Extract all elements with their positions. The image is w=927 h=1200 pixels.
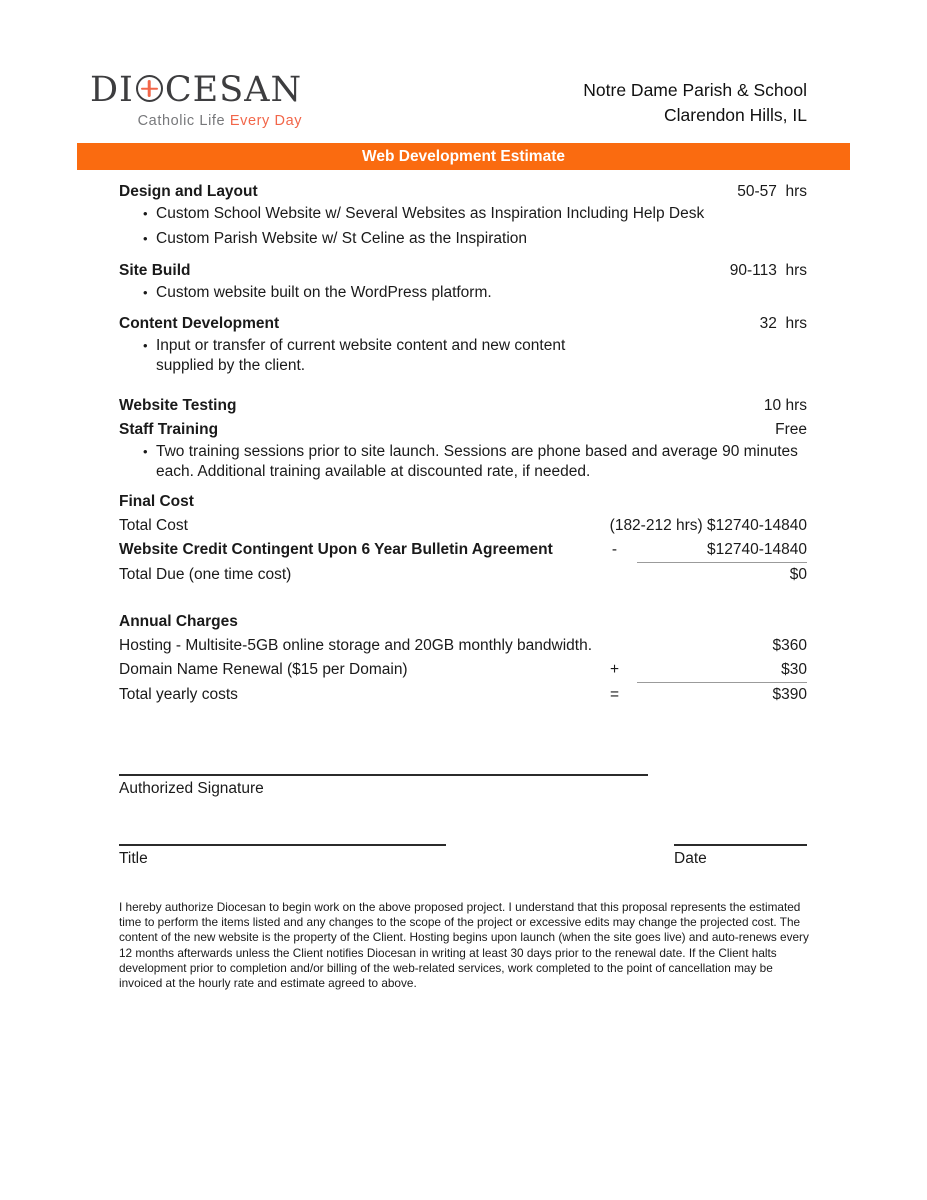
section-hours: 32 hrs xyxy=(759,315,807,332)
cost-operator: + xyxy=(609,661,620,678)
date-label: Date xyxy=(674,850,707,867)
domain-renewal-row xyxy=(119,658,807,683)
cost-label: Domain Name Renewal ($15 per Domain) xyxy=(119,661,408,678)
annual-charges-heading: Annual Charges xyxy=(119,613,238,630)
signature-section xyxy=(119,774,807,869)
list-item xyxy=(143,336,807,376)
client-location: Clarendon Hills, IL xyxy=(664,105,807,125)
cost-operator: = xyxy=(609,686,620,703)
client-info xyxy=(583,78,807,128)
total-due-row xyxy=(119,563,807,587)
client-name: Notre Dame Parish & School xyxy=(583,80,807,100)
section-title: Design and Layout xyxy=(119,183,258,200)
cost-value: $360 xyxy=(772,637,807,654)
document-body xyxy=(119,180,807,991)
final-cost-heading: Final Cost xyxy=(119,493,194,510)
bullet-text: Custom website built on the WordPress platform. xyxy=(156,284,492,301)
bullet-text: Custom School Website w/ Several Websites as Inspiration Including Help Desk xyxy=(156,205,705,222)
bullet-icon: • xyxy=(143,206,148,221)
title-field xyxy=(119,844,446,869)
design-layout-bullets xyxy=(119,204,807,249)
title-line xyxy=(119,844,446,846)
bullet-text: Custom Parish Website w/ St Celine as the Inspiration xyxy=(156,230,528,247)
bullet-icon: • xyxy=(143,285,148,300)
cost-operator: - xyxy=(611,541,618,558)
estimate-item-content-development xyxy=(119,312,807,336)
date-field xyxy=(674,844,807,869)
section-hours: Free xyxy=(775,421,807,438)
staff-training-bullets xyxy=(119,442,807,482)
estimate-item-staff-training xyxy=(119,418,807,442)
cost-value: $12740-14840 xyxy=(637,538,807,563)
cost-label: Hosting - Multisite-5GB online storage and 20GB monthly bandwidth. xyxy=(119,637,592,654)
section-title: Site Build xyxy=(119,262,191,279)
terms-paragraph: I hereby authorize Diocesan to begin work on the above proposed project. I understand that this proposal represents the estimated time to perform the items listed and any changes to the scope of the project or excessive edits may change the projected cost. The content of the new website is the property of the Client. Hosting begins upon launch (when the site goes live) and auto-renews every 12 months afterwards unless the Client notifies Diocesan in writing at least 30 days prior to the renewal date. If the Client halts development prior to completion and/or billing of the web-related services, work completed to the point of cancellation may be invoiced at the hourly rate and estimate agreed to above. xyxy=(119,900,809,991)
tagline-gray-text: Catholic Life xyxy=(137,113,230,129)
document-title-banner: Web Development Estimate xyxy=(77,143,850,170)
website-credit-row xyxy=(119,538,807,563)
bullet-icon: • xyxy=(143,444,148,459)
cross-circle-icon xyxy=(136,75,163,102)
final-cost-heading-row xyxy=(119,490,807,514)
annual-charges-heading-row xyxy=(119,610,807,634)
bullet-text: Input or transfer of current website content and new content supplied by the client. xyxy=(156,337,566,374)
cost-label: Total Cost xyxy=(119,517,188,534)
section-title: Staff Training xyxy=(119,421,219,438)
cost-value: $0 xyxy=(789,566,807,583)
cost-value: $390 xyxy=(772,686,807,703)
section-hours: 10 hrs xyxy=(763,397,807,414)
section-title: Website Testing xyxy=(119,397,237,414)
bullet-text: Two training sessions prior to site launch. Sessions are phone based and average 90 minutes each. Additional training available at discounted rate, if needed. xyxy=(156,443,798,480)
logo-tagline xyxy=(90,113,302,129)
authorized-signature-label: Authorized Signature xyxy=(119,780,264,797)
list-item xyxy=(143,283,807,303)
cost-label: Total yearly costs xyxy=(119,686,238,703)
title-date-row xyxy=(119,844,807,869)
document-header xyxy=(0,0,927,129)
title-label: Title xyxy=(119,850,148,867)
cost-label: Website Credit Contingent Upon 6 Year Bulletin Agreement xyxy=(119,541,553,558)
total-yearly-row xyxy=(119,683,807,707)
estimate-item-site-build xyxy=(119,259,807,283)
list-item xyxy=(143,229,807,249)
diocesan-logo xyxy=(90,72,302,129)
estimate-item-website-testing xyxy=(119,394,807,418)
tagline-accent-text: Every Day xyxy=(229,113,303,129)
cost-value: (182-212 hrs) $12740-14840 xyxy=(609,517,807,534)
site-build-bullets xyxy=(119,283,807,303)
estimate-item-design-layout xyxy=(119,180,807,204)
logo-wordmark xyxy=(90,72,302,108)
date-line xyxy=(674,844,807,846)
cost-label: Total Due (one time cost) xyxy=(119,566,292,583)
logo-prefix: DI xyxy=(90,70,134,110)
authorized-signature-line xyxy=(119,774,648,776)
cost-value: $30 xyxy=(637,658,807,683)
section-hours: 90-113 hrs xyxy=(729,262,807,279)
logo-suffix: CESAN xyxy=(164,70,303,110)
list-item xyxy=(143,442,807,482)
bullet-icon: • xyxy=(143,231,148,246)
bullet-icon: • xyxy=(143,338,148,353)
section-hours: 50-57 hrs xyxy=(737,183,807,200)
content-development-bullets xyxy=(119,336,807,376)
list-item xyxy=(143,204,807,224)
hosting-row xyxy=(119,634,807,658)
total-cost-row xyxy=(119,514,807,538)
section-title: Content Development xyxy=(119,315,280,332)
